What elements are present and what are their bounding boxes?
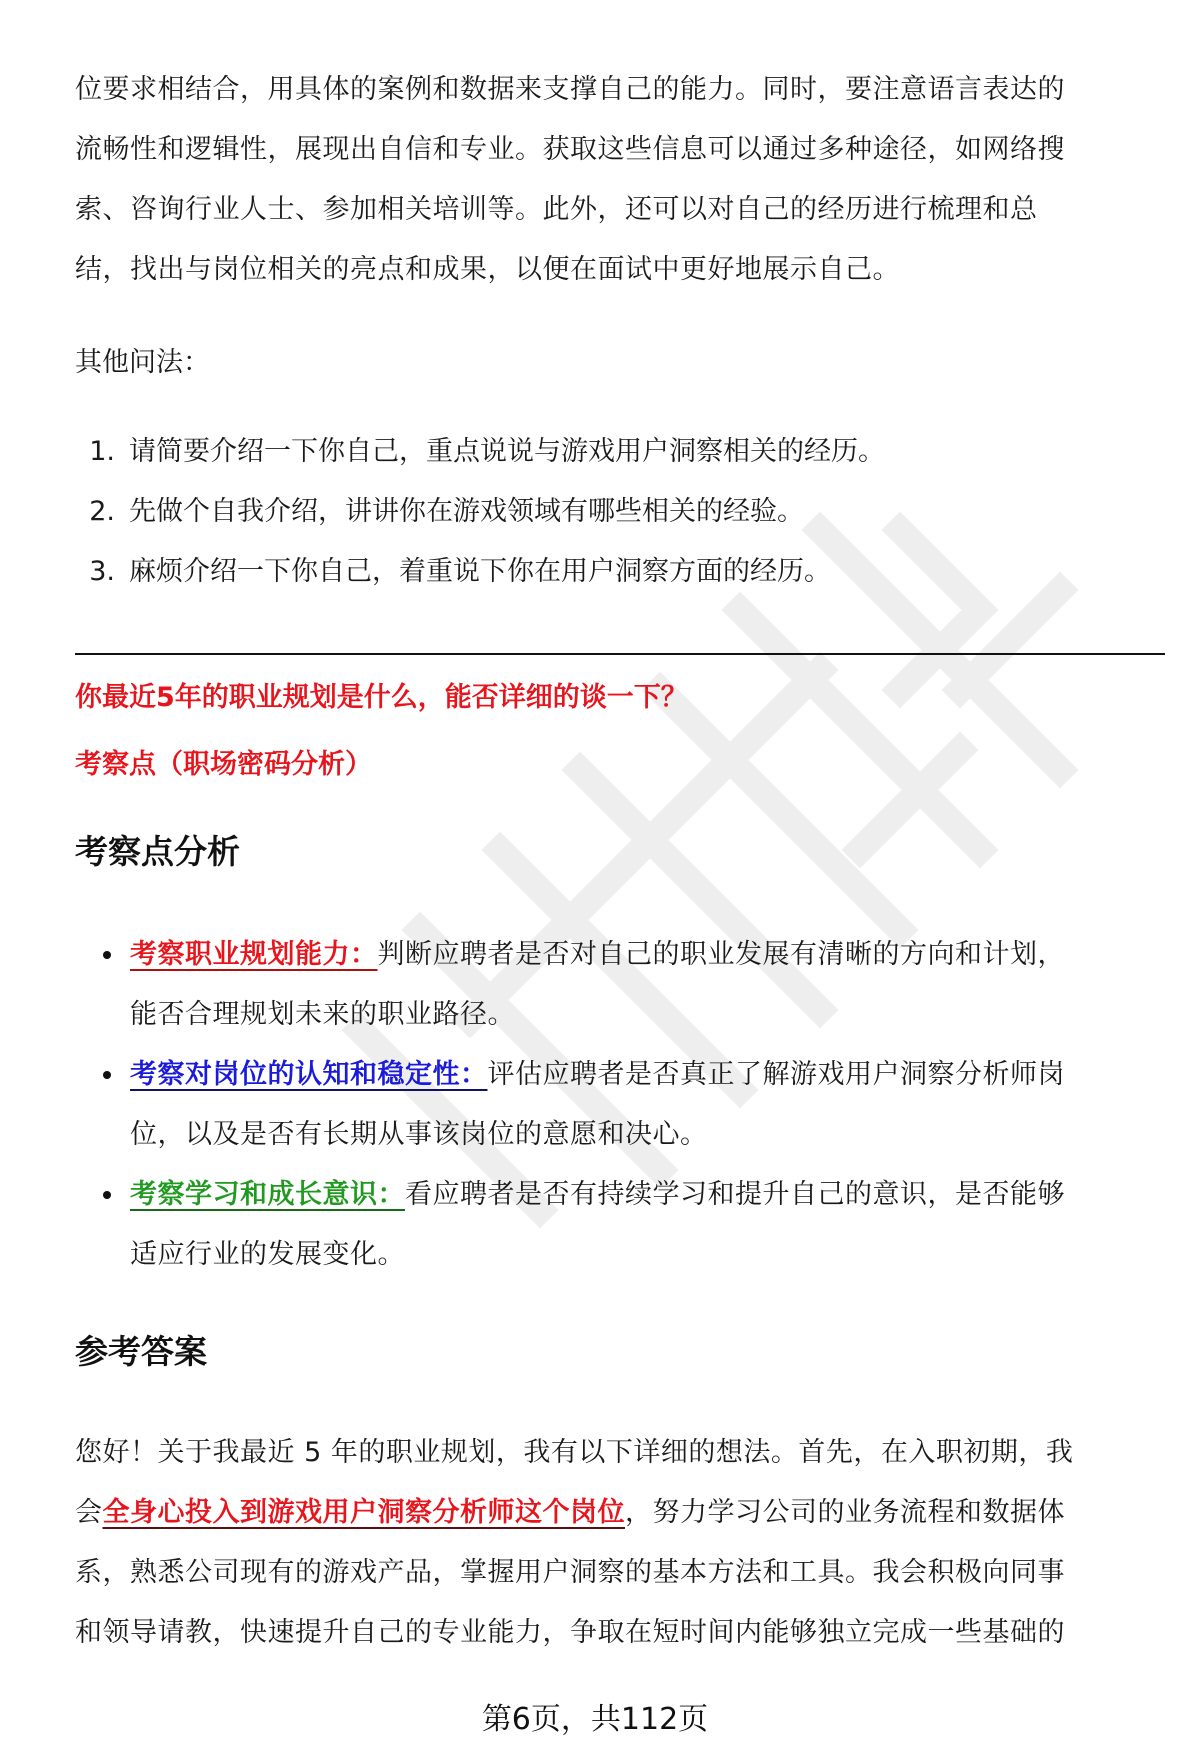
intro-line: 位要求相结合，用具体的案例和数据来支撑自己的能力。同时，要注意语言表达的 — [75, 74, 1065, 105]
analysis-tag: 考察学习和成长意识： — [130, 1179, 405, 1210]
bullet-icon — [103, 951, 111, 959]
answer-highlight: 全身心投入到游戏用户洞察分析师这个岗位 — [102, 1497, 625, 1528]
answer-paragraph — [75, 1423, 1165, 1663]
analysis-text: 评估应聘者是否真正了解游戏用户洞察分析师岗 — [487, 1059, 1065, 1090]
bullet-icon — [103, 1191, 111, 1199]
answer-line: 系，熟悉公司现有的游戏产品，掌握用户洞察的基本方法和工具。我会积极向同事 — [75, 1557, 1065, 1588]
list-item-text: 请简要介绍一下你自己，重点说说与游戏用户洞察相关的经历。 — [129, 436, 885, 467]
analysis-item — [75, 1165, 1165, 1285]
bullet-icon — [103, 1071, 111, 1079]
list-number: 1. — [89, 436, 115, 467]
analysis-text-cont: 适应行业的发展变化。 — [130, 1239, 405, 1270]
analysis-item — [75, 1045, 1165, 1165]
answer-line: 您好！关于我最近 5 年的职业规划，我有以下详细的想法。首先，在入职初期，我 — [75, 1437, 1074, 1468]
answer-heading: 参考答案 — [75, 1332, 207, 1371]
list-item-text: 麻烦介绍一下你自己，着重说下你在用户洞察方面的经历。 — [129, 556, 831, 587]
analysis-item — [75, 925, 1165, 1045]
list-number: 3. — [89, 556, 115, 587]
list-item — [75, 482, 885, 542]
analysis-text-cont: 能否合理规划未来的职业路径。 — [130, 999, 515, 1030]
analysis-tag: 考察职业规划能力： — [130, 939, 378, 970]
question-subtitle: 考察点（职场密码分析） — [75, 749, 372, 780]
other-questions-list — [75, 422, 885, 602]
answer-line — [75, 1483, 1165, 1543]
intro-line: 结，找出与岗位相关的亮点和成果，以便在面试中更好地展示自己。 — [75, 254, 900, 285]
analysis-text-cont: 位，以及是否有长期从事该岗位的意愿和决心。 — [130, 1119, 708, 1150]
section-divider — [75, 653, 1165, 655]
intro-line: 流畅性和逻辑性，展现出自信和专业。获取这些信息可以通过多种途径，如网络搜 — [75, 134, 1065, 165]
analysis-text: 判断应聘者是否对自己的职业发展有清晰的方向和计划， — [377, 939, 1065, 970]
analysis-tag: 考察对岗位的认知和稳定性： — [130, 1059, 488, 1090]
other-questions-label: 其他问法： — [75, 347, 210, 378]
answer-text: ，努力学习公司的业务流程和数据体 — [625, 1497, 1065, 1528]
analysis-heading: 考察点分析 — [75, 832, 240, 871]
list-item — [75, 542, 885, 602]
intro-line: 索、咨询行业人士、参加相关培训等。此外，还可以对自己的经历进行梳理和总 — [75, 194, 1038, 225]
list-item — [75, 422, 885, 482]
analysis-text: 看应聘者是否有持续学习和提升自己的意识，是否能够 — [405, 1179, 1065, 1210]
list-number: 2. — [89, 496, 115, 527]
answer-line: 和领导请教，快速提升自己的专业能力，争取在短时间内能够独立完成一些基础的 — [75, 1617, 1065, 1648]
intro-paragraph — [75, 60, 1165, 300]
question-title: 你最近5年的职业规划是什么，能否详细的谈一下？ — [75, 682, 688, 713]
answer-text: 会 — [75, 1497, 103, 1528]
list-item-text: 先做个自我介绍，讲讲你在游戏领域有哪些相关的经验。 — [129, 496, 804, 527]
analysis-list — [75, 925, 1165, 1285]
page-number: 第6页，共112页 — [481, 1702, 709, 1737]
